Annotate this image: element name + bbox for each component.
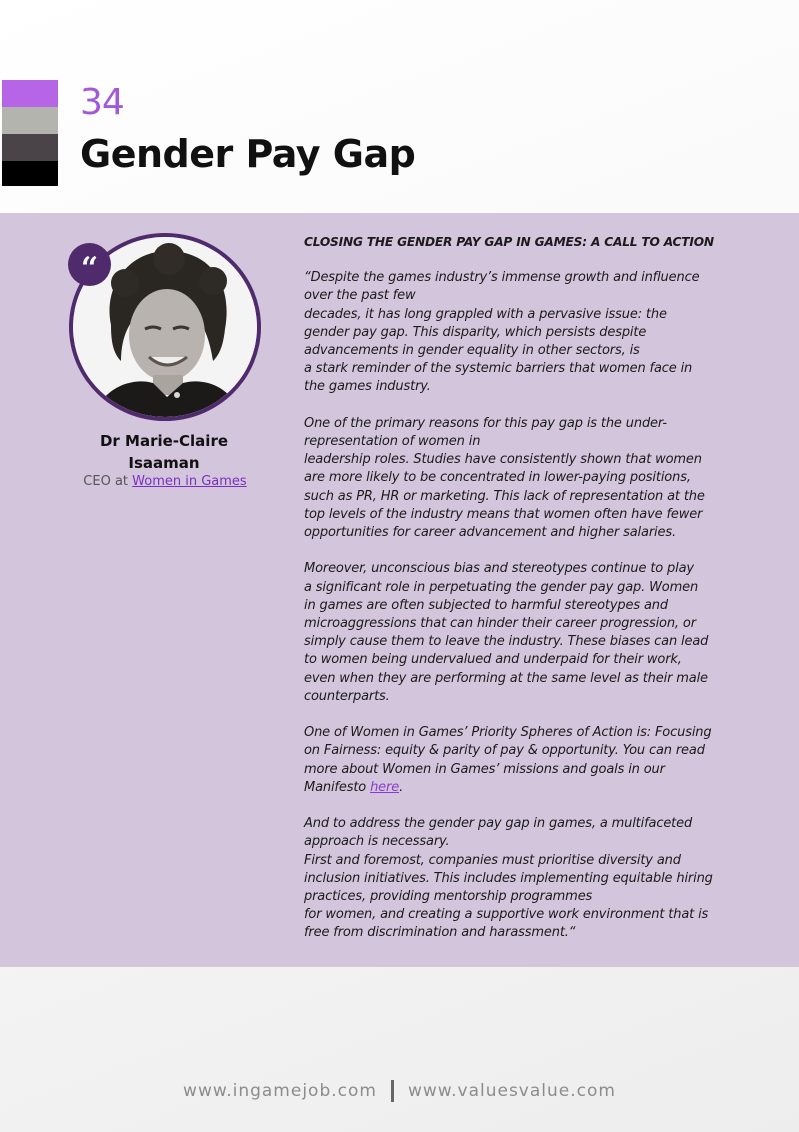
text-line: “Despite the games industry’s immense growth and influence xyxy=(304,270,700,286)
text-line: more about Women in Games’ missions and goals in our xyxy=(304,761,665,777)
text-line: even when they are performing at the same level as their male xyxy=(304,670,708,686)
swatch-purple xyxy=(2,80,58,107)
article-paragraph-1 xyxy=(304,269,744,396)
swatch-black xyxy=(2,161,58,186)
text-line: free from discrimination and harassment.“ xyxy=(304,925,576,941)
text-line: such as PR, HR or marketing. This lack of representation at the xyxy=(304,488,705,504)
paragraph-4-lines xyxy=(304,725,711,776)
article-paragraph-3 xyxy=(304,560,744,706)
author-role xyxy=(60,474,270,489)
text-line: are more likely to be concentrated in lower-paying positions, xyxy=(304,470,691,486)
color-swatches xyxy=(2,80,58,186)
swatch-light-gray xyxy=(2,107,58,134)
article-paragraph-2 xyxy=(304,415,744,542)
text-line: gender pay gap. This disparity, which persists despite xyxy=(304,324,647,340)
text-line: representation of women in xyxy=(304,434,481,450)
author-name: Dr Marie-Claire Isaaman xyxy=(99,432,229,472)
text-line: microaggressions that can hinder their career progression, or xyxy=(304,616,696,632)
text-line: top levels of the industry means that women often have fewer xyxy=(304,506,703,522)
text-line: on Fairness: equity & parity of pay & opportunity. You can read xyxy=(304,743,705,759)
text-line: simply cause them to leave the industry. These biases can lead xyxy=(304,634,709,650)
text-line: And to address the gender pay gap in games, a multifaceted xyxy=(304,816,693,832)
footer xyxy=(0,1080,799,1102)
article xyxy=(304,233,744,961)
text-line: in games are often subjected to harmful stereotypes and xyxy=(304,597,668,613)
footer-separator xyxy=(391,1080,394,1102)
women-in-games-link[interactable]: Women in Games xyxy=(132,474,247,489)
author-role-prefix: CEO at xyxy=(83,474,133,489)
article-paragraph-5 xyxy=(304,815,744,942)
text-line: counterparts. xyxy=(304,688,390,704)
article-paragraph-4 xyxy=(304,724,744,797)
text-line: approach is necessary. xyxy=(304,834,450,850)
text-line: practices, providing mentorship programmes xyxy=(304,889,593,905)
text-line: over the past few xyxy=(304,288,416,304)
text-line: advancements in gender equality in other sectors, is xyxy=(304,343,640,359)
text-line: Moreover, unconscious bias and stereotypes continue to play xyxy=(304,561,694,577)
text-line: the games industry. xyxy=(304,379,431,395)
footer-link-valuesvalue[interactable]: www.valuesvalue.com xyxy=(407,1081,616,1101)
text-line: One of the primary reasons for this pay gap is the under- xyxy=(304,415,667,431)
paragraph-4-last-suffix: . xyxy=(399,779,404,795)
page-number: 34 xyxy=(80,82,124,123)
text-line: inclusion initiatives. This includes implementing equitable hiring xyxy=(304,870,713,886)
text-line: leadership roles. Studies have consistently shown that women xyxy=(304,452,702,468)
text-line: a stark reminder of the systemic barriers that women face in xyxy=(304,361,693,377)
text-line: decades, it has long grappled with a pervasive issue: the xyxy=(304,306,667,322)
text-line: for women, and creating a supportive work environment that is xyxy=(304,907,709,923)
swatch-dark-gray xyxy=(2,134,58,161)
text-line: opportunities for career advancement and higher salaries. xyxy=(304,525,676,541)
paragraph-4-last-prefix: Manifesto xyxy=(304,779,371,795)
page-title: Gender Pay Gap xyxy=(80,132,416,176)
text-line: a significant role in perpetuating the gender pay gap. Women xyxy=(304,579,699,595)
footer-link-ingamejob[interactable]: www.ingamejob.com xyxy=(183,1081,377,1101)
quote-icon: “ xyxy=(68,243,111,286)
text-line: First and foremost, companies must prioritise diversity and xyxy=(304,852,681,868)
article-heading: CLOSING THE GENDER PAY GAP IN GAMES: A CALL TO ACTION xyxy=(304,235,714,249)
text-line: to women being undervalued and underpaid for their work, xyxy=(304,652,682,668)
text-line: One of Women in Games’ Priority Spheres of Action is: Focusing xyxy=(304,725,712,741)
manifesto-link[interactable]: here xyxy=(370,779,400,795)
